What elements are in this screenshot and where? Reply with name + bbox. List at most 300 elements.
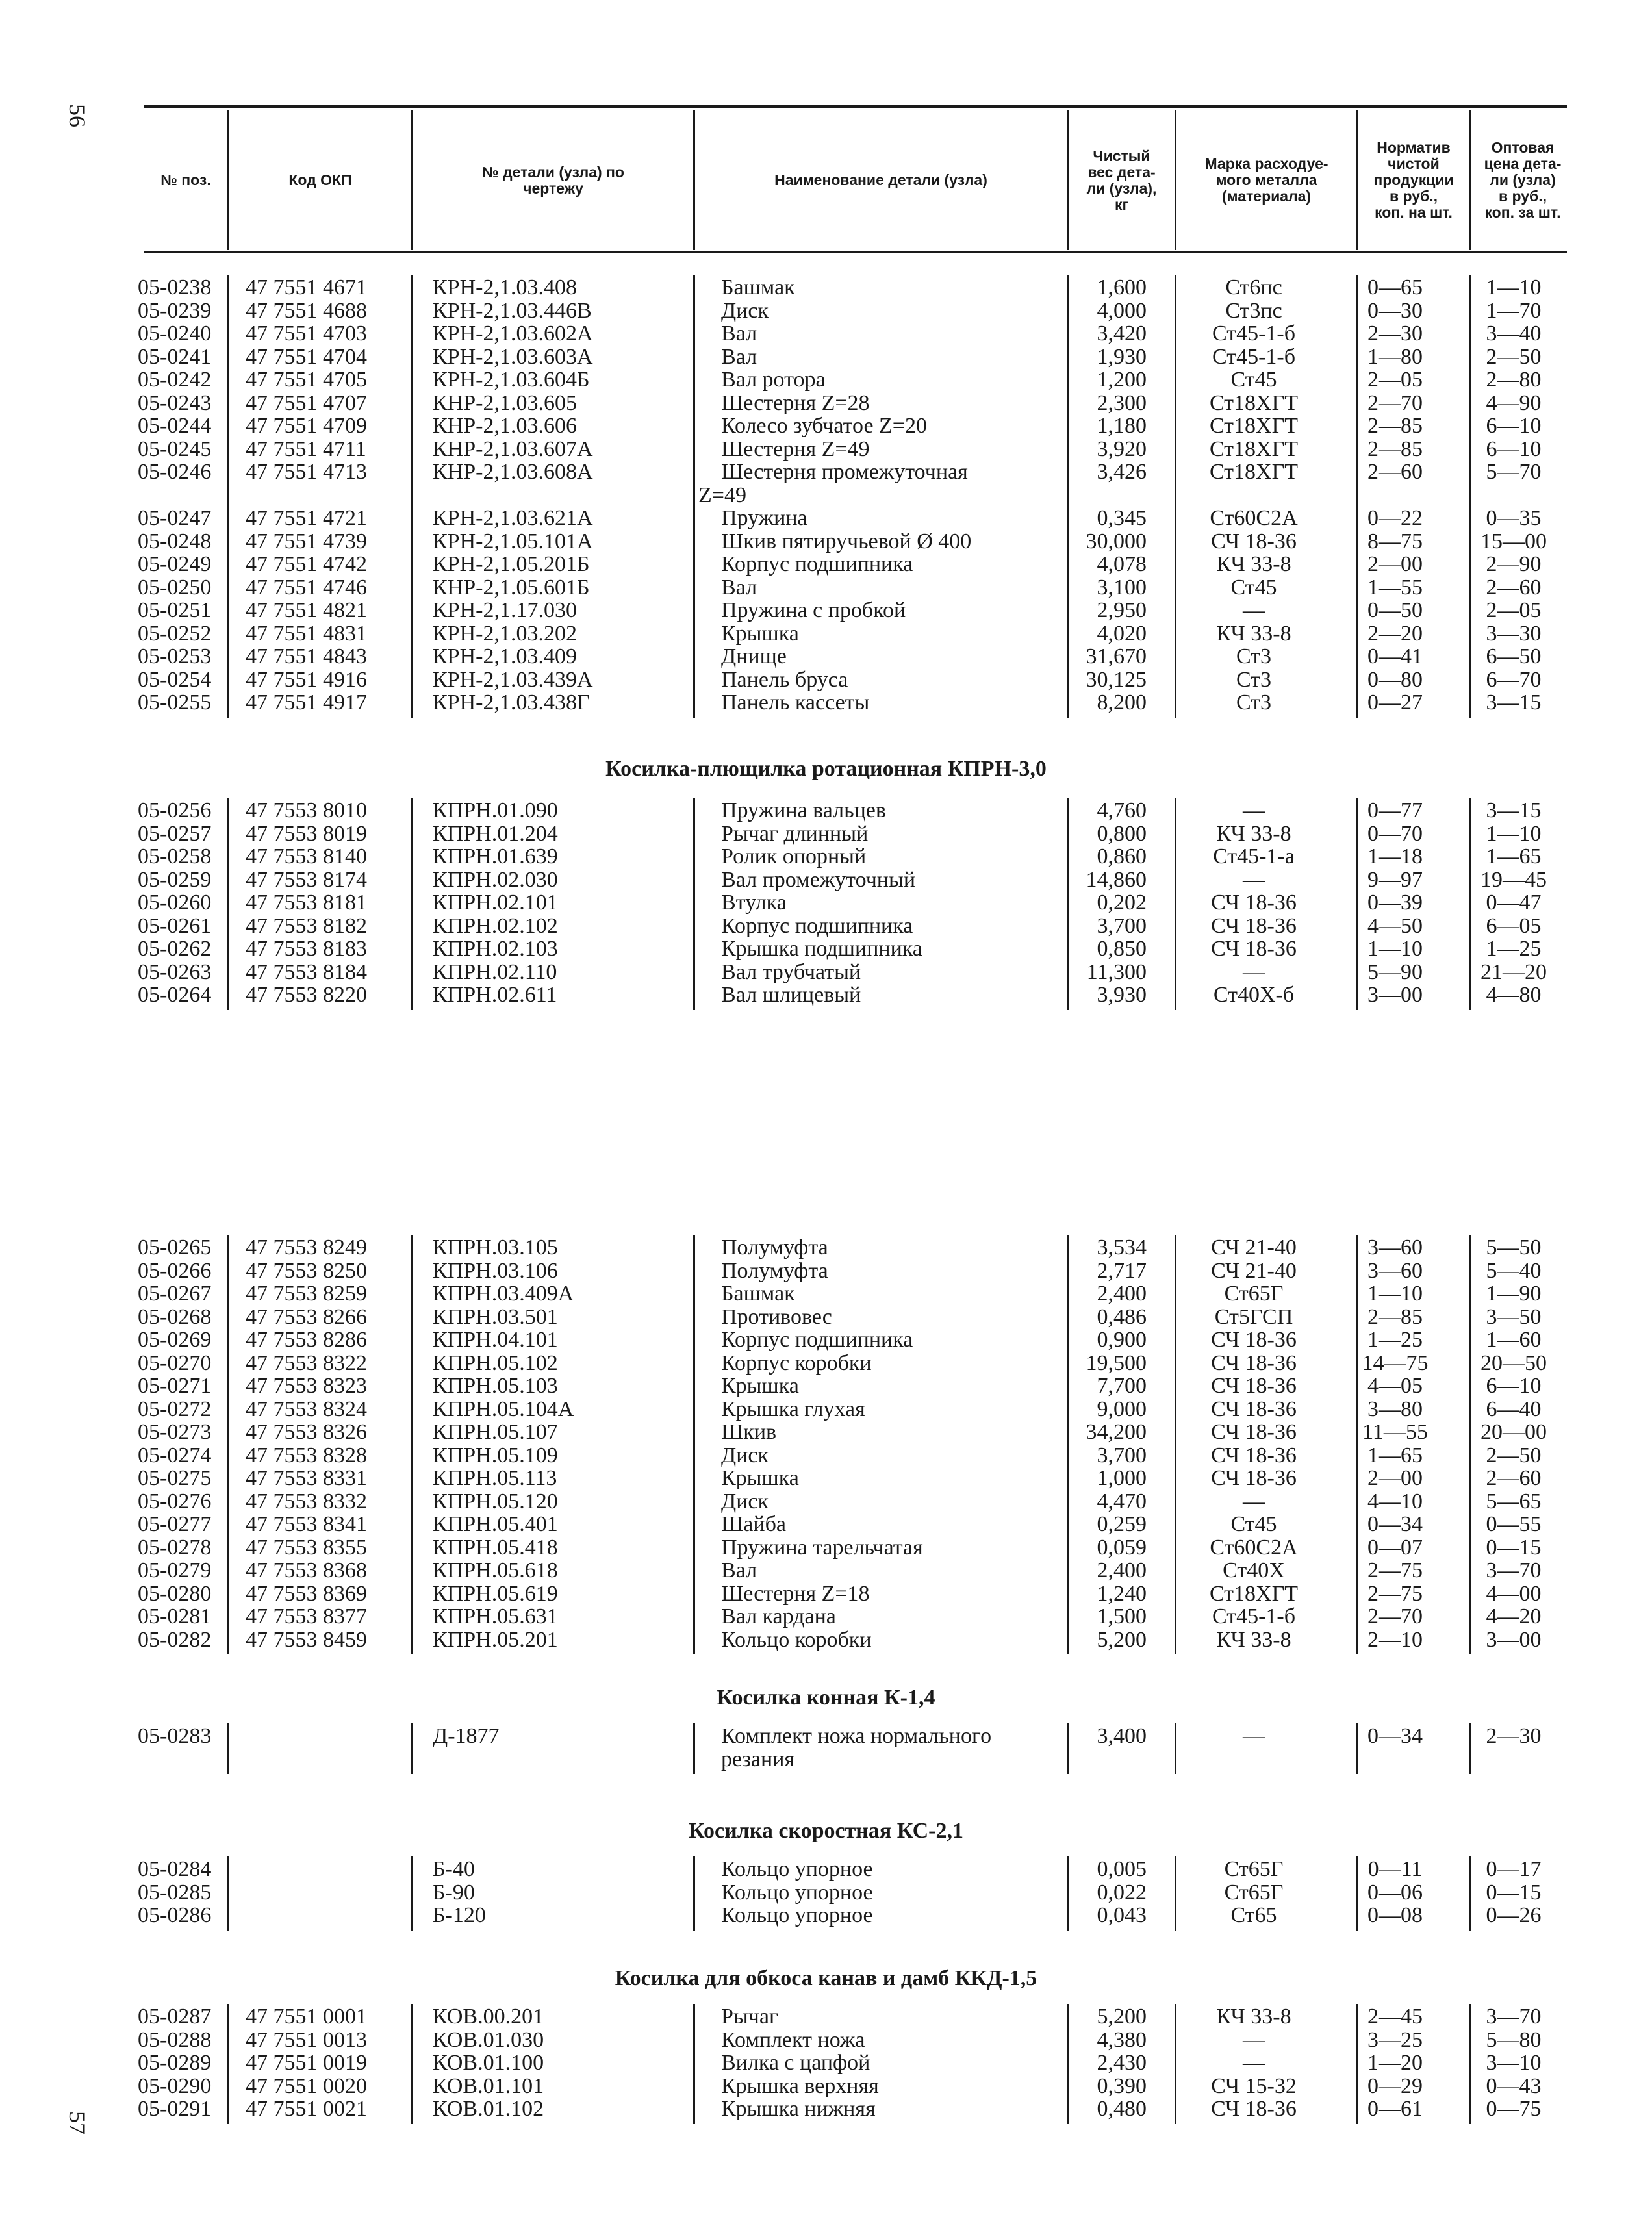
cell-pos: 05-0289 [138, 2051, 212, 2075]
cell-name: Ролик опорный [721, 844, 867, 868]
cell-part: КПРН.05.120 [433, 1489, 558, 1514]
cell-okp: 47 7551 4705 [246, 368, 367, 392]
cell-name: Корпус подшипника [721, 1328, 913, 1352]
cell-name: Шестерня Z=18 [721, 1581, 870, 1606]
cell-price: 2—50 [1486, 344, 1542, 369]
cell-weight: 1,600 [1097, 275, 1147, 299]
cell-name: Пружина [721, 506, 807, 530]
cell-part: КПРН.05.619 [433, 1581, 558, 1606]
cell-price: 2—60 [1486, 1466, 1542, 1490]
cell-weight: 1,240 [1097, 1581, 1147, 1606]
cell-name: Шкив [721, 1420, 777, 1444]
cell-weight: 4,078 [1097, 552, 1147, 576]
cell-part: КРН-2,1.03.604Б [433, 368, 590, 392]
cell-norm: 2—30 [1367, 322, 1423, 346]
table-row [0, 1236, 1652, 1259]
cell-pos: 05-0277 [138, 1512, 212, 1536]
table-row [0, 799, 1652, 822]
cell-okp: 47 7553 8259 [246, 1282, 367, 1306]
cell-name: Вал [721, 1558, 757, 1582]
cell-pos: 05-0283 [138, 1724, 212, 1748]
cell-norm: 1—18 [1367, 844, 1423, 868]
cell-weight: 3,920 [1097, 437, 1147, 461]
cell-part: КПРН.05.104А [433, 1397, 574, 1421]
cell-part: КПРН.03.409А [433, 1282, 574, 1306]
cell-name-continued: резания [721, 1747, 795, 1771]
cell-price: 3—15 [1486, 798, 1542, 822]
cell-material: СЧ 18-36 [1211, 1374, 1297, 1398]
cell-norm: 0—29 [1367, 2073, 1423, 2098]
cell-price: 3—70 [1486, 2005, 1542, 2029]
cell-norm: 9—97 [1367, 867, 1423, 892]
cell-material: СЧ 18-36 [1211, 1328, 1297, 1352]
cell-price: 6—10 [1486, 1374, 1542, 1398]
cell-weight: 4,760 [1097, 798, 1147, 822]
cell-okp: 47 7553 8326 [246, 1420, 367, 1444]
cell-okp: 47 7553 8182 [246, 913, 367, 938]
cell-part: КНР-2,1.03.608А [433, 460, 593, 484]
cell-part: КПРН.02.611 [433, 983, 557, 1007]
cell-material: — [1243, 867, 1265, 892]
cell-material: — [1243, 2051, 1265, 2075]
cell-okp: 47 7551 4746 [246, 575, 367, 600]
cell-name: Вал кардана [721, 1604, 836, 1628]
cell-name: Противовес [721, 1304, 832, 1329]
cell-material: КЧ 33-8 [1216, 1627, 1291, 1652]
header-top-rule [144, 105, 1567, 108]
table-row [0, 1605, 1652, 1628]
cell-part: КНР-2,1.03.606 [433, 414, 577, 438]
cell-price: 6—10 [1486, 414, 1542, 438]
cell-name: Кольцо упорное [721, 1880, 873, 1905]
cell-norm: 0—08 [1367, 1903, 1423, 1927]
cell-weight: 5,200 [1097, 1627, 1147, 1652]
cell-material: СЧ 15-32 [1211, 2073, 1297, 2098]
cell-norm: 0—80 [1367, 667, 1423, 692]
header-bottom-rule [144, 251, 1567, 253]
cell-material: — [1243, 798, 1265, 822]
cell-pos: 05-0239 [138, 298, 212, 323]
cell-norm: 0—41 [1367, 644, 1423, 668]
cell-price: 1—10 [1486, 275, 1542, 299]
cell-name: Диск [721, 1489, 769, 1514]
cell-material: КЧ 33-8 [1216, 2005, 1291, 2029]
cell-weight: 2,950 [1097, 598, 1147, 622]
cell-pos: 05-0245 [138, 437, 212, 461]
cell-part: КПРН.05.103 [433, 1374, 558, 1398]
cell-pos: 05-0279 [138, 1558, 212, 1582]
cell-okp: 47 7551 4704 [246, 344, 367, 369]
cell-pos: 05-0251 [138, 598, 212, 622]
column-divider [1067, 798, 1069, 1010]
cell-material: Ст5ГСП [1214, 1304, 1293, 1329]
cell-material: Ст65Г [1224, 1880, 1284, 1905]
cell-part: КПРН.05.109 [433, 1443, 558, 1467]
cell-material: Ст60С2А [1210, 506, 1298, 530]
cell-name: Полумуфта [721, 1235, 828, 1260]
cell-material: Ст18ХГТ [1209, 390, 1299, 415]
cell-pos: 05-0276 [138, 1489, 212, 1514]
cell-price: 2—80 [1486, 368, 1542, 392]
cell-weight: 0,900 [1097, 1328, 1147, 1352]
cell-material: Ст40Х [1223, 1558, 1285, 1582]
cell-weight: 1,500 [1097, 1604, 1147, 1628]
table-row [0, 1328, 1652, 1351]
cell-price: 19—45 [1480, 867, 1547, 892]
table-row [0, 891, 1652, 914]
cell-price: 2—05 [1486, 598, 1542, 622]
cell-weight: 1,200 [1097, 368, 1147, 392]
cell-okp: 47 7551 0001 [246, 2005, 367, 2029]
cell-material: СЧ 18-36 [1211, 1397, 1297, 1421]
cell-material: Ст65Г [1224, 1282, 1284, 1306]
cell-weight: 0,043 [1097, 1903, 1147, 1927]
cell-norm: 2—10 [1367, 1627, 1423, 1652]
header-weight: Чистый вес дета- ли (узла), кг [1086, 147, 1157, 213]
cell-material: Ст45 [1230, 1512, 1277, 1536]
header-material: Марка расходуе- мого металла (материала) [1204, 155, 1328, 205]
table-row [0, 961, 1652, 983]
cell-pos: 05-0247 [138, 506, 212, 530]
table-row [0, 691, 1652, 714]
table-row [0, 1881, 1652, 1904]
table-row [0, 1306, 1652, 1328]
table-row [0, 1725, 1652, 1747]
header-divider [411, 110, 413, 250]
cell-weight: 0,259 [1097, 1512, 1147, 1536]
table-row [0, 2005, 1652, 2028]
cell-material: Ст18ХГТ [1209, 1581, 1299, 1606]
cell-price: 1—60 [1486, 1328, 1542, 1352]
cell-okp: 47 7553 8332 [246, 1489, 367, 1514]
cell-part: КПРН.05.618 [433, 1558, 558, 1582]
cell-name: Крышка [721, 1466, 799, 1490]
cell-name: Пружина тарельчатая [721, 1535, 923, 1560]
table-row [0, 461, 1652, 483]
cell-weight: 2,400 [1097, 1558, 1147, 1582]
column-divider [693, 798, 695, 1010]
cell-name: Шестерня Z=28 [721, 390, 870, 415]
cell-okp: 47 7551 4709 [246, 414, 367, 438]
table-row [0, 822, 1652, 845]
table-row [0, 1398, 1652, 1421]
cell-pos: 05-0250 [138, 575, 212, 600]
table-row [0, 414, 1652, 437]
cell-material: — [1243, 2027, 1265, 2052]
table-row [0, 368, 1652, 391]
cell-okp: 47 7553 8019 [246, 821, 367, 846]
cell-material: Ст45-1-б [1212, 322, 1296, 346]
cell-norm: 3—60 [1367, 1235, 1423, 1260]
cell-weight: 0,800 [1097, 821, 1147, 846]
cell-price: 4—00 [1486, 1581, 1542, 1606]
cell-weight: 4,470 [1097, 1489, 1147, 1514]
column-divider [1356, 275, 1358, 718]
cell-okp: 47 7553 8328 [246, 1443, 367, 1467]
cell-norm: 0—06 [1367, 1880, 1423, 1905]
cell-pos: 05-0252 [138, 621, 212, 646]
cell-price: 4—20 [1486, 1604, 1542, 1628]
cell-pos: 05-0255 [138, 691, 212, 715]
cell-price: 0—55 [1486, 1512, 1542, 1536]
cell-norm: 14—75 [1362, 1350, 1429, 1375]
cell-name-continued: Z=49 [698, 483, 746, 507]
cell-pos: 05-0280 [138, 1581, 212, 1606]
cell-price: 0—47 [1486, 891, 1542, 915]
cell-okp: 47 7551 4831 [246, 621, 367, 646]
cell-pos: 05-0287 [138, 2005, 212, 2029]
cell-material: Ст40Х-б [1213, 983, 1295, 1007]
table-row [0, 868, 1652, 891]
cell-okp: 47 7553 8369 [246, 1581, 367, 1606]
header-divider [1469, 110, 1471, 250]
table-row [0, 1536, 1652, 1559]
cell-okp: 47 7553 8181 [246, 891, 367, 915]
cell-pos: 05-0271 [138, 1374, 212, 1398]
cell-pos: 05-0244 [138, 414, 212, 438]
cell-price: 3—30 [1486, 621, 1542, 646]
cell-pos: 05-0243 [138, 390, 212, 415]
cell-norm: 1—10 [1367, 937, 1423, 961]
cell-norm: 2—85 [1367, 414, 1423, 438]
cell-material: Ст18ХГТ [1209, 437, 1299, 461]
cell-norm: 3—00 [1367, 983, 1423, 1007]
column-divider [693, 1856, 695, 1931]
cell-name: Крышка нижняя [721, 2097, 876, 2121]
cell-material: Ст45-1-б [1212, 1604, 1296, 1628]
table-row [0, 2051, 1652, 2074]
table-row [0, 322, 1652, 345]
cell-okp: 47 7551 4821 [246, 598, 367, 622]
cell-part: КНР-2,1.03.605 [433, 390, 577, 415]
cell-pos: 05-0262 [138, 937, 212, 961]
header-divider [1175, 110, 1176, 250]
table-row [0, 1904, 1652, 1927]
cell-material: СЧ 18-36 [1211, 1420, 1297, 1444]
column-divider [1469, 798, 1471, 1010]
cell-part: КПРН.05.401 [433, 1512, 558, 1536]
cell-weight: 0,059 [1097, 1535, 1147, 1560]
cell-weight: 3,534 [1097, 1235, 1147, 1260]
cell-norm: 1—10 [1367, 1282, 1423, 1306]
table-header [144, 110, 1567, 250]
header-part: № детали (узла) по чертежу [482, 163, 624, 197]
cell-price: 3—70 [1486, 1558, 1542, 1582]
cell-price: 0—35 [1486, 506, 1542, 530]
cell-material: КЧ 33-8 [1216, 621, 1291, 646]
column-divider [1067, 1235, 1069, 1654]
cell-part: КПРН.03.501 [433, 1304, 558, 1329]
cell-part: КПРН.01.639 [433, 844, 558, 868]
cell-part: КПРН.03.106 [433, 1258, 558, 1283]
cell-name: Колесо зубчатое Z=20 [721, 414, 927, 438]
cell-price: 5—80 [1486, 2027, 1542, 2052]
header-divider [693, 110, 695, 250]
column-divider [227, 2004, 229, 2124]
cell-part: КПРН.03.105 [433, 1235, 558, 1260]
cell-price: 4—90 [1486, 390, 1542, 415]
cell-name: Кольцо упорное [721, 1857, 873, 1881]
table-row [0, 1421, 1652, 1443]
cell-pos: 05-0241 [138, 344, 212, 369]
cell-part: КОВ.00.201 [433, 2005, 544, 2029]
cell-weight: 2,400 [1097, 1282, 1147, 1306]
cell-name: Полумуфта [721, 1258, 828, 1283]
cell-norm: 2—85 [1367, 437, 1423, 461]
cell-weight: 4,380 [1097, 2027, 1147, 2052]
cell-price: 6—05 [1486, 913, 1542, 938]
cell-weight: 0,022 [1097, 1880, 1147, 1905]
cell-norm: 4—05 [1367, 1374, 1423, 1398]
cell-part: КПРН.02.030 [433, 867, 558, 892]
cell-part: КНР-2,1.05.601Б [433, 575, 590, 600]
cell-price: 2—90 [1486, 552, 1542, 576]
cell-price: 5—70 [1486, 460, 1542, 484]
cell-material: Ст18ХГТ [1209, 460, 1299, 484]
cell-norm: 2—75 [1367, 1558, 1423, 1582]
table-row [0, 1490, 1652, 1513]
cell-weight: 3,420 [1097, 322, 1147, 346]
cell-name: Вилка с цапфой [721, 2051, 870, 2075]
table-row [0, 1352, 1652, 1375]
table-row [0, 937, 1652, 960]
cell-weight: 34,200 [1086, 1420, 1147, 1444]
section-title: Косилка скоростная КС-2,1 [689, 1819, 963, 1843]
cell-pos: 05-0261 [138, 913, 212, 938]
cell-weight: 2,300 [1097, 390, 1147, 415]
cell-part: КПРН.05.113 [433, 1466, 557, 1490]
cell-weight: 30,000 [1086, 529, 1147, 553]
cell-okp: 47 7553 8368 [246, 1558, 367, 1582]
cell-price: 4—80 [1486, 983, 1542, 1007]
cell-name: Вал [721, 575, 757, 600]
cell-norm: 0—07 [1367, 1535, 1423, 1560]
table-row [0, 392, 1652, 414]
table-row [0, 438, 1652, 461]
cell-name: Панель бруса [721, 667, 848, 692]
cell-okp: 47 7553 8341 [246, 1512, 367, 1536]
cell-price: 15—00 [1480, 529, 1547, 553]
cell-weight: 3,700 [1097, 1443, 1147, 1467]
cell-pos: 05-0270 [138, 1350, 212, 1375]
cell-part: КПРН.02.102 [433, 913, 558, 938]
cell-weight: 5,200 [1097, 2005, 1147, 2029]
cell-pos: 05-0259 [138, 867, 212, 892]
cell-price: 2—50 [1486, 1443, 1542, 1467]
table-row [0, 2075, 1652, 2097]
cell-norm: 3—25 [1367, 2027, 1423, 2052]
cell-pos: 05-0256 [138, 798, 212, 822]
column-divider [1175, 1235, 1176, 1654]
cell-okp: 47 7553 8183 [246, 937, 367, 961]
cell-part: Б-90 [433, 1880, 475, 1905]
cell-name: Вал промежуточный [721, 867, 916, 892]
cell-pos: 05-0290 [138, 2073, 212, 2098]
column-divider [1067, 275, 1069, 718]
cell-pos: 05-0263 [138, 959, 212, 984]
cell-norm: 1—55 [1367, 575, 1423, 600]
cell-okp: 47 7553 8174 [246, 867, 367, 892]
cell-material: СЧ 18-36 [1211, 913, 1297, 938]
cell-part: КПРН.02.103 [433, 937, 558, 961]
cell-material: Ст45-1-а [1213, 844, 1295, 868]
cell-weight: 0,005 [1097, 1857, 1147, 1881]
cell-weight: 0,390 [1097, 2073, 1147, 2098]
column-divider [1469, 1723, 1471, 1774]
cell-price: 3—15 [1486, 691, 1542, 715]
cell-name: Шкив пятиручьевой Ø 400 [721, 529, 972, 553]
cell-pos: 05-0288 [138, 2027, 212, 2052]
cell-part: КОВ.01.030 [433, 2027, 544, 2052]
cell-part: КРН-2,1.05.201Б [433, 552, 590, 576]
cell-material: Ст45 [1230, 368, 1277, 392]
header-price: Оптовая цена дета- ли (узла) в руб., коп. за шт. [1484, 139, 1562, 221]
table-row [0, 576, 1652, 599]
cell-norm: 3—60 [1367, 1258, 1423, 1283]
cell-name: Диск [721, 298, 769, 323]
cell-pos: 05-0267 [138, 1282, 212, 1306]
cell-norm: 0—30 [1367, 298, 1423, 323]
cell-weight: 3,930 [1097, 983, 1147, 1007]
cell-name: Панель кассеты [721, 691, 870, 715]
cell-name: Башмак [721, 1282, 795, 1306]
cell-material: СЧ 18-36 [1211, 529, 1297, 553]
cell-pos: 05-0265 [138, 1235, 212, 1260]
cell-okp: 47 7551 4703 [246, 322, 367, 346]
cell-norm: 2—00 [1367, 1466, 1423, 1490]
cell-name: Вал [721, 322, 757, 346]
cell-pos: 05-0253 [138, 644, 212, 668]
cell-price: 0—26 [1486, 1903, 1542, 1927]
cell-price: 3—10 [1486, 2051, 1542, 2075]
cell-part: Б-40 [433, 1857, 475, 1881]
cell-material: Ст18ХГТ [1209, 414, 1299, 438]
column-divider [1469, 2004, 1471, 2124]
cell-pos: 05-0260 [138, 891, 212, 915]
cell-name: Пружина вальцев [721, 798, 886, 822]
table-row [0, 530, 1652, 553]
column-divider [411, 2004, 413, 2124]
cell-norm: 2—85 [1367, 1304, 1423, 1329]
table-row [0, 1260, 1652, 1282]
table-row [0, 276, 1652, 299]
table-row [0, 1444, 1652, 1467]
table-row [0, 599, 1652, 622]
cell-norm: 0—39 [1367, 891, 1423, 915]
cell-norm: 5—90 [1367, 959, 1423, 984]
cell-norm: 4—50 [1367, 913, 1423, 938]
cell-norm: 4—10 [1367, 1489, 1423, 1514]
cell-weight: 4,020 [1097, 621, 1147, 646]
cell-norm: 0—77 [1367, 798, 1423, 822]
cell-price: 6—50 [1486, 644, 1542, 668]
cell-price: 21—20 [1480, 959, 1547, 984]
cell-pos: 05-0282 [138, 1627, 212, 1652]
cell-price: 0—75 [1486, 2097, 1542, 2121]
cell-norm: 2—75 [1367, 1581, 1423, 1606]
cell-norm: 0—27 [1367, 691, 1423, 715]
column-divider [1356, 1856, 1358, 1931]
cell-weight: 3,700 [1097, 913, 1147, 938]
cell-norm: 0—65 [1367, 275, 1423, 299]
cell-part: КПРН.01.090 [433, 798, 558, 822]
cell-norm: 2—70 [1367, 390, 1423, 415]
column-divider [411, 1856, 413, 1931]
table-row [0, 1375, 1652, 1397]
cell-pos: 05-0257 [138, 821, 212, 846]
table-row [0, 299, 1652, 322]
cell-part: КРН-2,1.03.202 [433, 621, 577, 646]
